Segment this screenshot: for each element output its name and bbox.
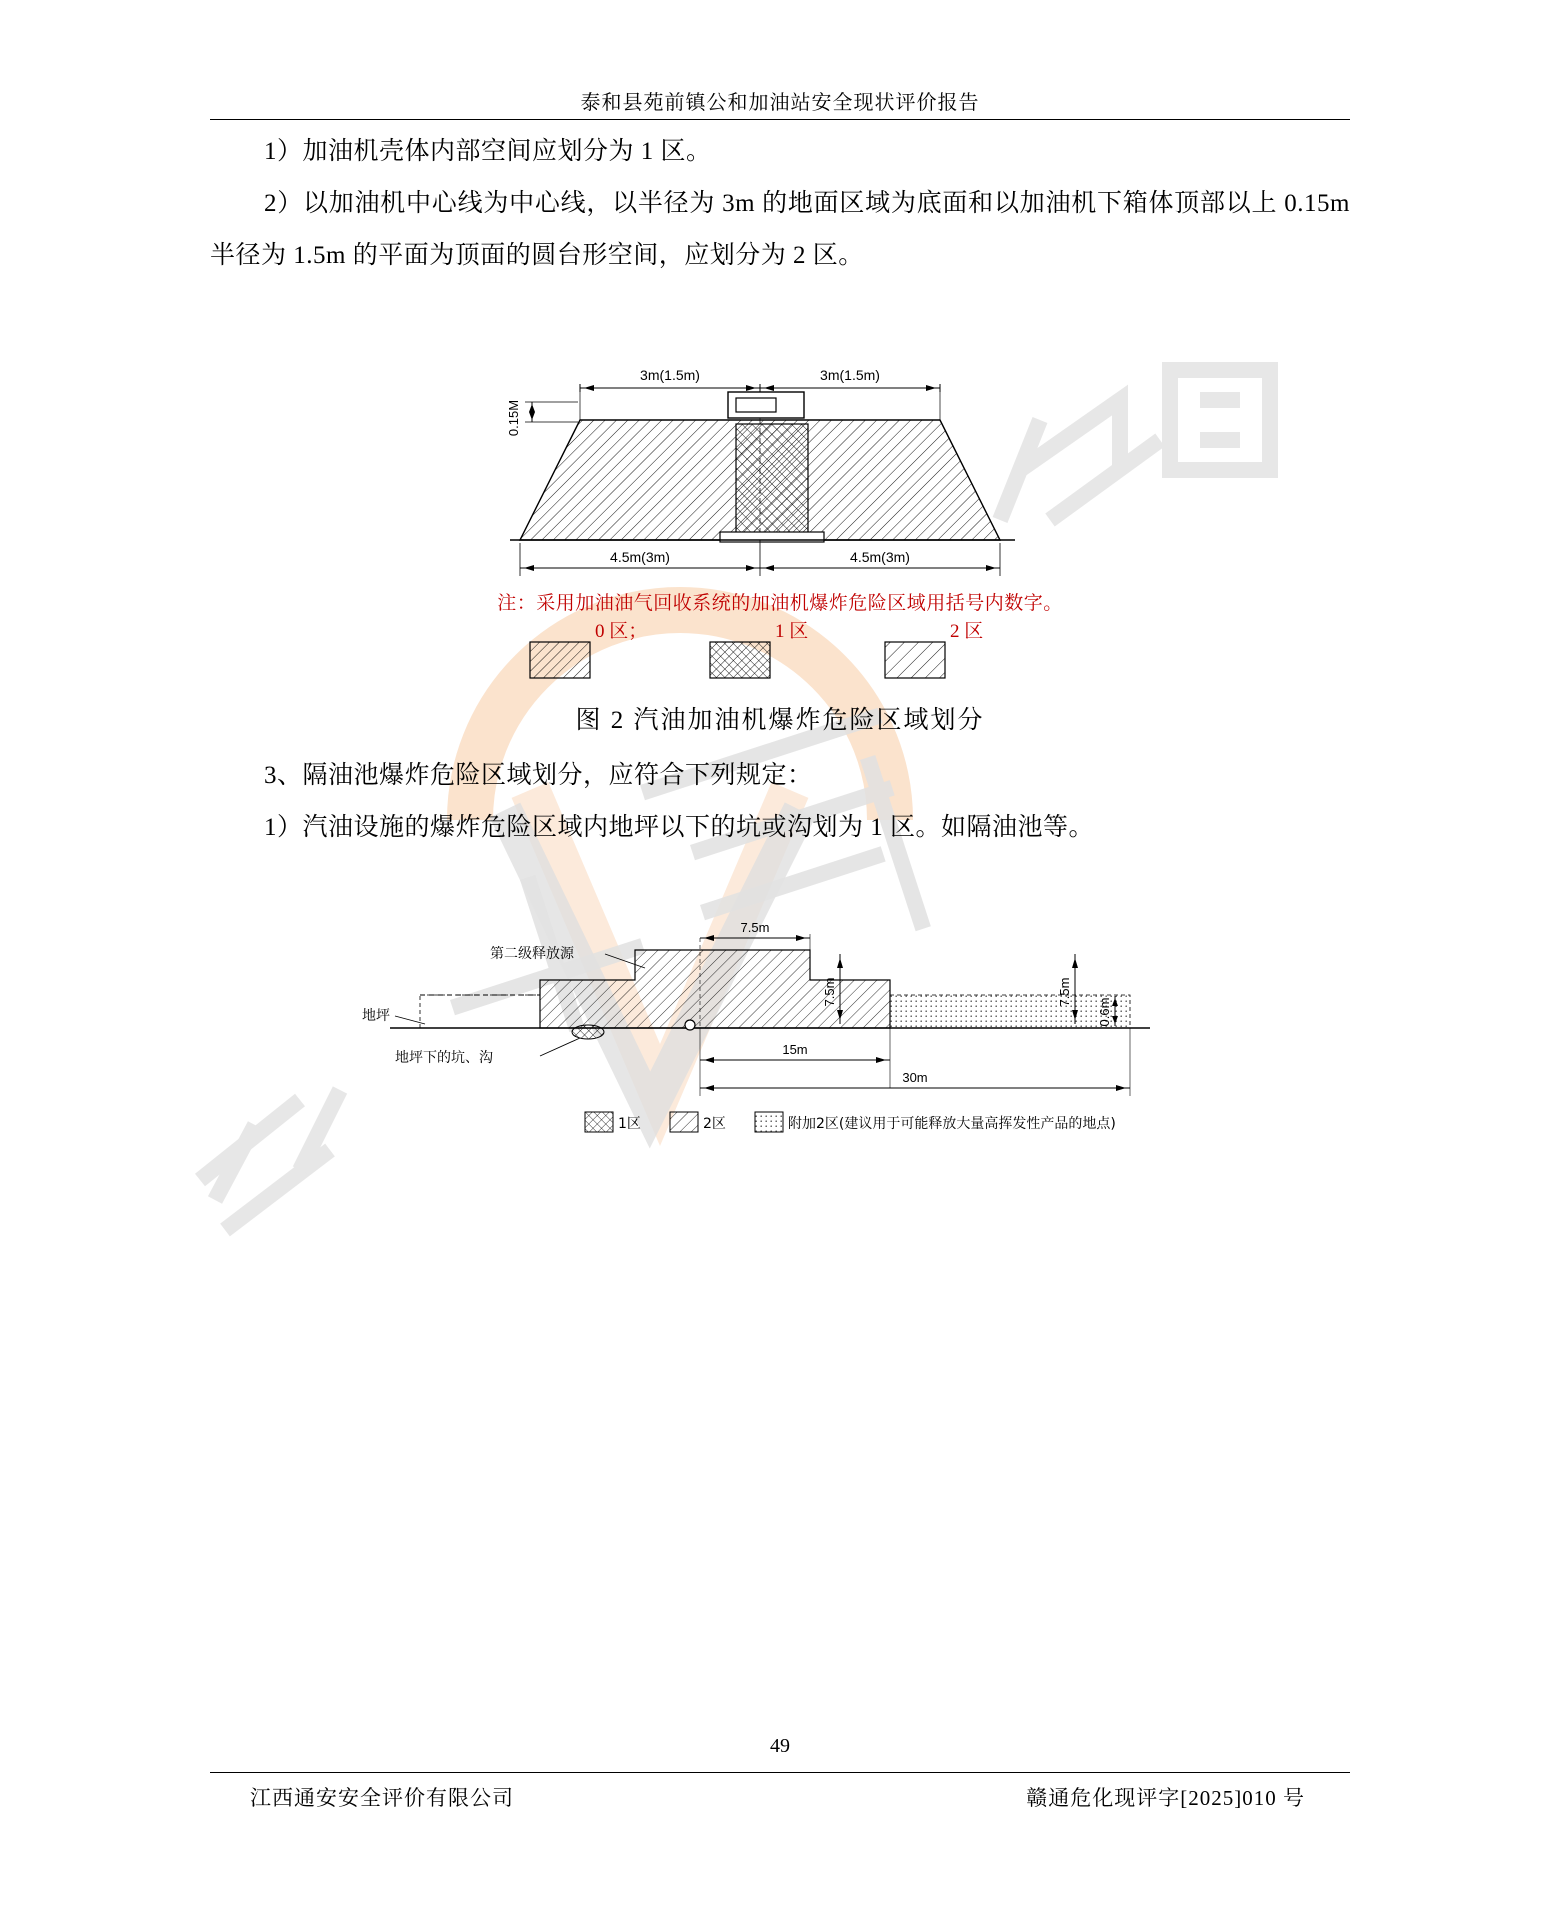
svg-text:4.5m(3m): 4.5m(3m)	[850, 549, 910, 565]
figure-note: 注：采用加油油气回收系统的加油机爆炸危险区域用括号内数字。	[497, 593, 1063, 614]
legend-swatch-zone1	[710, 642, 770, 678]
footer-divider	[210, 1772, 1350, 1773]
figure-oil-separator-zones	[190, 920, 1370, 1140]
header-divider	[210, 119, 1350, 120]
footer-doc-number: 赣通危化现评字[2025]010 号	[1026, 1786, 1305, 1810]
label-release-source: 第二级释放源	[490, 946, 574, 962]
svg-text:4.5m(3m): 4.5m(3m)	[610, 549, 670, 565]
svg-text:15m: 15m	[782, 1042, 808, 1057]
legend-swatch-zone2	[885, 642, 945, 678]
footer-company: 江西通安安全评价有限公司	[250, 1786, 514, 1810]
page-header: 泰和县苑前镇公和加油站安全现状评价报告	[580, 90, 980, 114]
paragraph-4: 1）汽油设施的爆炸危险区域内地坪以下的坑或沟划为 1 区。如隔油池等。	[264, 814, 1095, 841]
paragraph-2: 2）以加油机中心线为中心线，以半径为 3m 的地面区域为底面和以加油机下箱体顶部以上 0.15m 半径为 1.5m 的平面为顶面的圆台形空间，应划分为 2 区。	[210, 190, 1350, 269]
legend2-swatch-zone2	[670, 1112, 698, 1132]
label-ground: 地坪	[362, 1008, 390, 1024]
page-number: 49	[770, 1735, 790, 1757]
legend-label-zone2: 2 区	[950, 621, 984, 642]
legend-label-zone0: 0 区；	[595, 621, 648, 642]
figure-legend	[500, 622, 1080, 682]
figure-caption: 图 2 汽油加油机爆炸危险区域划分	[575, 707, 985, 734]
svg-text:30m: 30m	[902, 1070, 928, 1085]
legend-label-zone1: 1 区	[775, 621, 809, 642]
paragraph-3: 3、隔油池爆炸危险区域划分，应符合下列规定：	[264, 762, 813, 789]
svg-text:7.5m: 7.5m	[1057, 977, 1072, 1007]
legend2-swatch-zone1	[585, 1112, 613, 1132]
svg-text:0.15M: 0.15M	[506, 399, 521, 437]
svg-text:3m(1.5m): 3m(1.5m)	[640, 367, 700, 383]
svg-text:2区: 2区	[703, 1116, 726, 1132]
svg-text:7.5m: 7.5m	[740, 920, 770, 935]
svg-text:7.5m: 7.5m	[822, 977, 837, 1007]
svg-text:附加2区(建议用于可能释放大量高挥发性产品的地点): 附加2区(建议用于可能释放大量高挥发性产品的地点)	[788, 1116, 1116, 1132]
svg-text:0.6m: 0.6m	[1097, 997, 1112, 1027]
svg-text:3m(1.5m): 3m(1.5m)	[820, 367, 880, 383]
label-pit: 地坪下的坑、沟	[395, 1050, 493, 1066]
legend-swatch-zone0	[530, 642, 590, 678]
paragraph-1: 1）加油机壳体内部空间应划分为 1 区。	[264, 138, 712, 165]
svg-text:1区: 1区	[618, 1116, 641, 1132]
legend2-swatch-extra	[755, 1112, 783, 1132]
